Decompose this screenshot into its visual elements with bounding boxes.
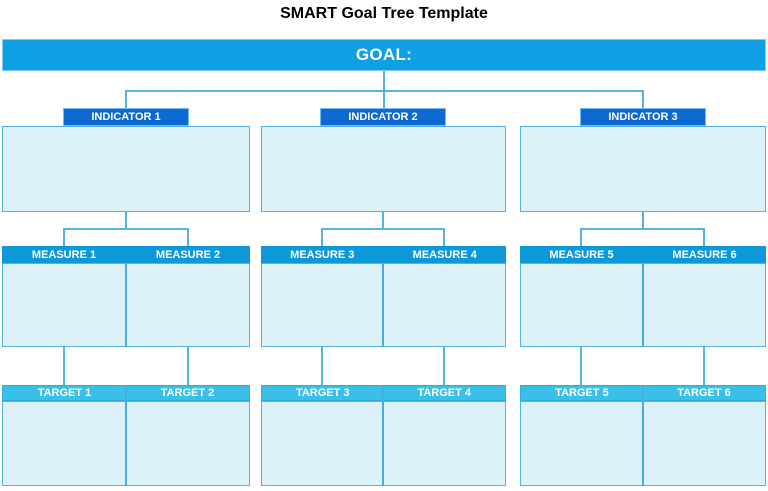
measure-4-header: MEASURE 4 [412,248,477,261]
target-1-header: TARGET 1 [37,387,92,399]
connector-drop-measure-6 [703,228,705,246]
page-title: SMART Goal Tree Template [280,5,488,22]
measure-5-header: MEASURE 5 [549,248,614,261]
connector-indicator-1-stem [125,212,127,228]
connector-drop-measure-5 [580,228,582,246]
connector-measure-5-6-branch [580,228,705,230]
connector-drop-target-3 [321,347,323,385]
target-1-2-divider [125,385,127,486]
target-5-header: TARGET 5 [555,387,609,399]
indicator-2-header: INDICATOR 2 [320,108,446,126]
measure-3-4-header-row [261,246,506,263]
connector-indicator-3-stem [642,212,644,228]
indicator-3-box[interactable] [520,126,766,212]
target-3-header: TARGET 3 [295,387,350,399]
connector-goal-stem [383,71,385,90]
measure-3-header: MEASURE 3 [290,248,355,261]
connector-drop-measure-2 [187,228,189,246]
indicator-1-header: INDICATOR 1 [63,108,189,126]
connector-drop-target-6 [703,347,705,385]
connector-drop-measure-1 [63,228,65,246]
measure-5-6-header-row [520,246,766,263]
target-6-header: TARGET 6 [677,387,731,399]
goal-banner[interactable]: GOAL: [2,39,766,71]
connector-drop-target-2 [187,347,189,385]
measure-3-4-divider [382,263,384,347]
connector-drop-measure-3 [321,228,323,246]
target-2-header: TARGET 2 [160,387,215,399]
connector-drop-target-1 [63,347,65,385]
indicator-1-box[interactable] [2,126,250,212]
indicator-3-header: INDICATOR 3 [580,108,706,126]
connector-measure-3-4-branch [321,228,445,230]
target-5-6-divider [642,385,644,486]
connector-measure-1-2-branch [63,228,189,230]
measure-6-header: MEASURE 6 [672,248,737,261]
target-3-4-divider [382,385,384,486]
indicator-2-box[interactable] [261,126,506,212]
measure-2-header: MEASURE 2 [155,248,221,261]
measure-1-2-header-row [2,246,250,263]
measure-5-6-divider [642,263,644,347]
measure-1-2-divider [125,263,127,347]
connector-indicator-2-stem [382,212,384,228]
connector-drop-target-4 [443,347,445,385]
measure-1-header: MEASURE 1 [31,248,97,261]
connector-drop-indicator-1 [125,90,127,108]
connector-drop-target-5 [580,347,582,385]
connector-drop-indicator-2 [383,90,385,108]
target-4-header: TARGET 4 [417,387,472,399]
connector-drop-indicator-3 [642,90,644,108]
connector-drop-measure-4 [443,228,445,246]
